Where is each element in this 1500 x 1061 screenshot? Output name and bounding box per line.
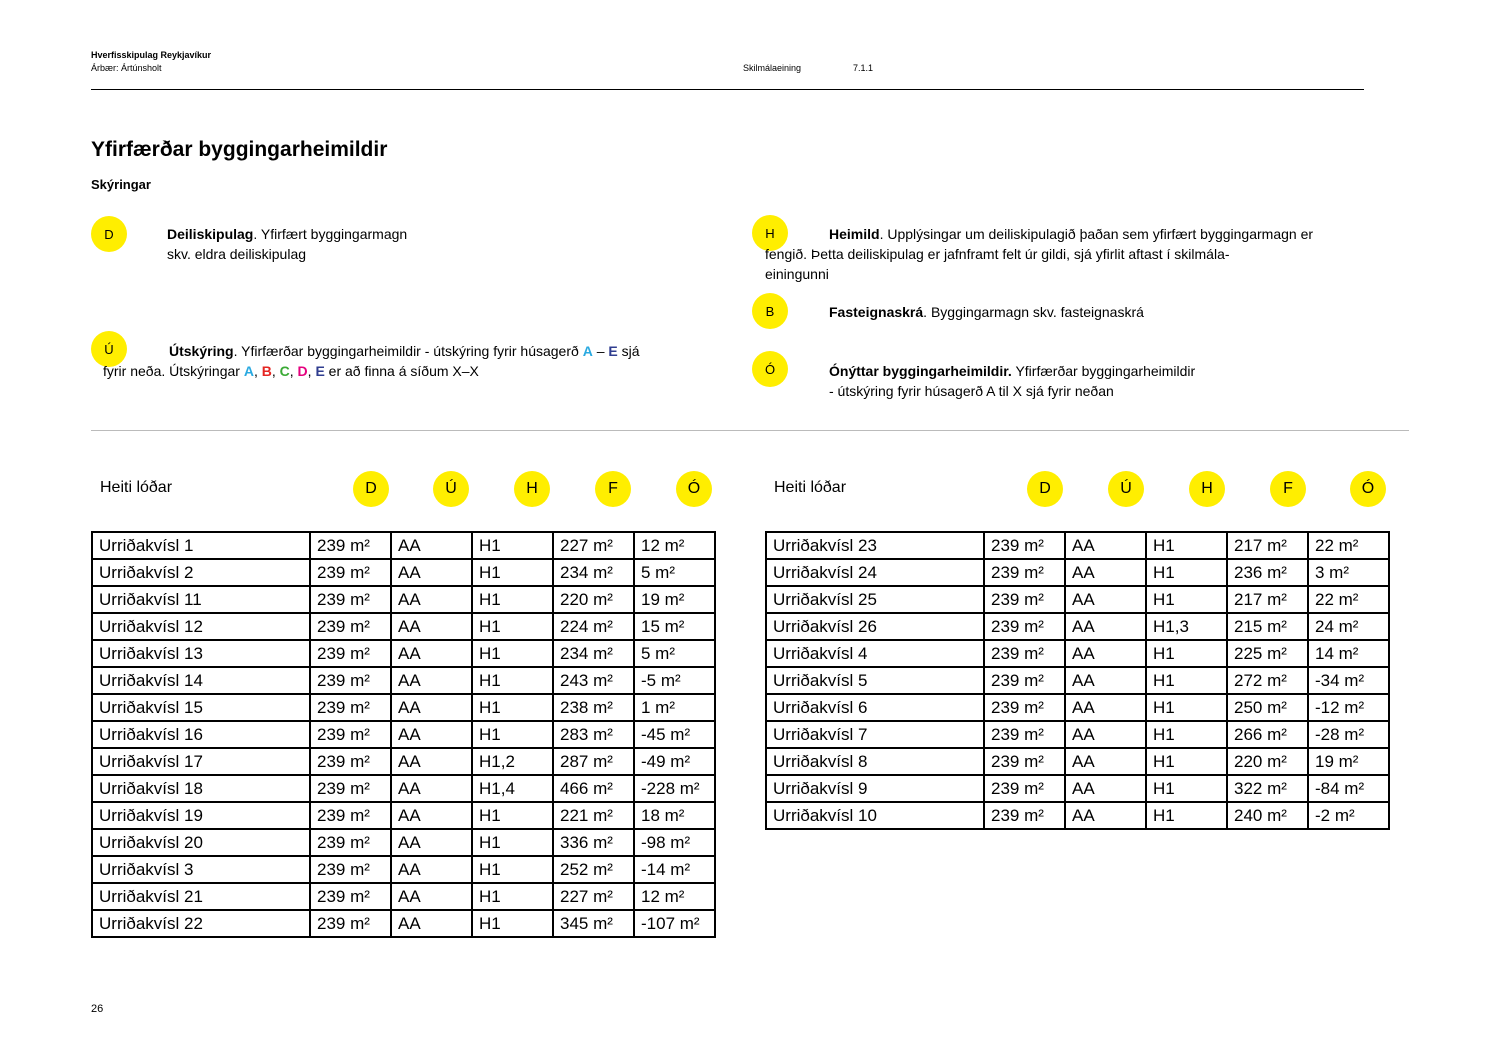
o-cell: 19 m² (634, 586, 715, 613)
legend-badge-u: Ú (91, 331, 127, 367)
header-divider (91, 89, 1364, 90)
table-row (92, 775, 715, 802)
u-cell: AA (391, 775, 472, 802)
legend-b-text (829, 302, 1144, 322)
d-cell: 239 m² (984, 586, 1065, 613)
o-cell: -228 m² (634, 775, 715, 802)
h-cell: H1,2 (472, 748, 553, 775)
f-cell: 250 m² (1227, 694, 1308, 721)
h-cell: H1 (1146, 775, 1227, 802)
u-cell: AA (1065, 640, 1146, 667)
plot-name-cell: Urriðakvísl 25 (766, 586, 984, 613)
u-cell: AA (391, 910, 472, 937)
f-cell: 221 m² (553, 802, 634, 829)
u-cell: AA (1065, 802, 1146, 829)
table-row (766, 775, 1389, 802)
d-cell: 239 m² (984, 748, 1065, 775)
o-cell: 12 m² (634, 532, 715, 559)
legend-u-line1-end: sjá (617, 343, 640, 359)
f-cell: 238 m² (553, 694, 634, 721)
d-cell: 239 m² (984, 802, 1065, 829)
table-row (766, 721, 1389, 748)
right-col-header-h: H (1189, 471, 1225, 507)
d-cell: 239 m² (310, 883, 391, 910)
u-cell: AA (391, 748, 472, 775)
table-row (766, 748, 1389, 775)
left-col-header-f: F (595, 471, 631, 507)
o-cell: 5 m² (634, 640, 715, 667)
f-cell: 227 m² (553, 883, 634, 910)
f-cell: 466 m² (553, 775, 634, 802)
h-cell: H1 (472, 694, 553, 721)
plot-name-cell: Urriðakvísl 17 (92, 748, 310, 775)
u-cell: AA (391, 667, 472, 694)
h-cell: H1 (1146, 559, 1227, 586)
d-cell: 239 m² (310, 856, 391, 883)
table-row (766, 586, 1389, 613)
o-cell: 12 m² (634, 883, 715, 910)
d-cell: 239 m² (310, 748, 391, 775)
legend-b-title: Fasteignaskrá (829, 304, 924, 320)
plot-name-cell: Urriðakvísl 7 (766, 721, 984, 748)
o-cell: 1 m² (634, 694, 715, 721)
u-cell: AA (1065, 667, 1146, 694)
d-cell: 239 m² (984, 694, 1065, 721)
o-cell: -14 m² (634, 856, 715, 883)
d-cell: 239 m² (984, 721, 1065, 748)
plot-name-cell: Urriðakvísl 1 (92, 532, 310, 559)
plot-name-cell: Urriðakvísl 26 (766, 613, 984, 640)
u-cell: AA (391, 829, 472, 856)
right-col-header-d: D (1027, 471, 1063, 507)
left-col-header-h: H (514, 471, 550, 507)
o-cell: -107 m² (634, 910, 715, 937)
f-cell: 227 m² (553, 532, 634, 559)
plot-name-cell: Urriðakvísl 4 (766, 640, 984, 667)
h-cell: H1 (472, 802, 553, 829)
table-row (92, 856, 715, 883)
table-row (766, 694, 1389, 721)
left-col-header-o: Ó (676, 471, 712, 507)
d-cell: 239 m² (310, 532, 391, 559)
legend-u-letter-e: E (315, 363, 325, 379)
table-row (92, 640, 715, 667)
f-cell: 220 m² (553, 586, 634, 613)
legend-u-title: Útskýring (169, 343, 234, 359)
plot-name-cell: Urriðakvísl 18 (92, 775, 310, 802)
right-col-header-o: Ó (1350, 471, 1386, 507)
u-cell: AA (391, 532, 472, 559)
plot-table-left (91, 531, 716, 938)
legend-d-title: Deiliskipulag (167, 226, 254, 242)
o-cell: -2 m² (1308, 802, 1389, 829)
u-cell: AA (1065, 559, 1146, 586)
o-cell: 22 m² (1308, 532, 1389, 559)
u-cell: AA (391, 883, 472, 910)
table-row (92, 694, 715, 721)
plot-name-cell: Urriðakvísl 8 (766, 748, 984, 775)
o-cell: -45 m² (634, 721, 715, 748)
plot-name-cell: Urriðakvísl 24 (766, 559, 984, 586)
table-row (766, 613, 1389, 640)
u-cell: AA (391, 613, 472, 640)
legend-b-line1: . Byggingarmagn skv. fasteignaskrá (923, 304, 1144, 320)
u-cell: AA (1065, 532, 1146, 559)
plot-name-cell: Urriðakvísl 15 (92, 694, 310, 721)
table-row (92, 532, 715, 559)
table-row (92, 613, 715, 640)
legend-o-text (829, 361, 1195, 401)
table-row (766, 667, 1389, 694)
legend-d-line2: skv. eldra deiliskipulag (167, 246, 307, 262)
legend-badge-b: B (752, 293, 788, 329)
legend-u-range-e: E (608, 343, 618, 359)
f-cell: 236 m² (1227, 559, 1308, 586)
table-row (766, 532, 1389, 559)
plot-name-cell: Urriðakvísl 9 (766, 775, 984, 802)
plot-name-cell: Urriðakvísl 2 (92, 559, 310, 586)
table-row (92, 829, 715, 856)
u-cell: AA (1065, 613, 1146, 640)
d-cell: 239 m² (310, 667, 391, 694)
legend-u-letter-c: C (279, 363, 290, 379)
o-cell: 19 m² (1308, 748, 1389, 775)
table-row (92, 910, 715, 937)
plot-name-cell: Urriðakvísl 16 (92, 721, 310, 748)
plot-name-cell: Urriðakvísl 22 (92, 910, 310, 937)
legend-h-line2: fengið. Þetta deiliskipulag er jafnframt felt úr gildi, sjá yfirlit aftast í skilmála- (765, 246, 1230, 262)
o-cell: -28 m² (1308, 721, 1389, 748)
legend-u-letter-a: A (243, 363, 254, 379)
legend-u-line1-wrap (169, 341, 640, 361)
table-row (766, 559, 1389, 586)
h-cell: H1 (472, 721, 553, 748)
d-cell: 239 m² (984, 559, 1065, 586)
header-area: Árbær: Ártúnsholt (91, 63, 162, 73)
legend-h-title: Heimild (829, 226, 880, 242)
right-col-header-u: Ú (1108, 471, 1144, 507)
table-row (92, 883, 715, 910)
h-cell: H1 (472, 856, 553, 883)
d-cell: 239 m² (984, 640, 1065, 667)
legend-h-line3: einingunni (765, 266, 829, 282)
o-cell: -49 m² (634, 748, 715, 775)
h-cell: H1 (472, 532, 553, 559)
legend-h-line1: . Upplýsingar um deiliskipulagið þaðan sem yfirfært byggingarmagn er (879, 226, 1314, 242)
h-cell: H1 (1146, 748, 1227, 775)
plot-name-cell: Urriðakvísl 6 (766, 694, 984, 721)
f-cell: 234 m² (553, 640, 634, 667)
right-col-header-f: F (1270, 471, 1306, 507)
legend-d-text (167, 224, 407, 264)
o-cell: 18 m² (634, 802, 715, 829)
plot-name-cell: Urriðakvísl 10 (766, 802, 984, 829)
f-cell: 322 m² (1227, 775, 1308, 802)
header-section: Skilmálaeining (743, 63, 802, 73)
legend-d-line1: . Yfirfært byggingarmagn (253, 226, 408, 242)
u-cell: AA (391, 721, 472, 748)
d-cell: 239 m² (310, 694, 391, 721)
d-cell: 239 m² (310, 829, 391, 856)
h-cell: H1 (472, 883, 553, 910)
u-cell: AA (1065, 721, 1146, 748)
u-cell: AA (1065, 775, 1146, 802)
left-col-header-u: Ú (433, 471, 469, 507)
h-cell: H1 (472, 829, 553, 856)
d-cell: 239 m² (984, 613, 1065, 640)
page-subtitle: Skýringar (91, 177, 151, 192)
f-cell: 220 m² (1227, 748, 1308, 775)
d-cell: 239 m² (984, 532, 1065, 559)
legend-badge-o: Ó (752, 351, 788, 387)
f-cell: 217 m² (1227, 532, 1308, 559)
left-col-name-header: Heiti lóðar (100, 479, 173, 496)
o-cell: 5 m² (634, 559, 715, 586)
page-title: Yfirfærðar byggingarheimildir (91, 138, 388, 161)
d-cell: 239 m² (310, 721, 391, 748)
header-org: Hverfisskipulag Reykjavíkur (91, 50, 212, 60)
h-cell: H1 (472, 613, 553, 640)
d-cell: 239 m² (310, 613, 391, 640)
plot-name-cell: Urriðakvísl 13 (92, 640, 310, 667)
table-row (92, 559, 715, 586)
u-cell: AA (391, 694, 472, 721)
left-col-header-d: D (353, 471, 389, 507)
h-cell: H1 (1146, 694, 1227, 721)
legend-u-letter-d: D (297, 363, 308, 379)
plot-name-cell: Urriðakvísl 5 (766, 667, 984, 694)
plot-name-cell: Urriðakvísl 11 (92, 586, 310, 613)
o-cell: -34 m² (1308, 667, 1389, 694)
legend-u-letter-b: B (261, 363, 272, 379)
plot-name-cell: Urriðakvísl 23 (766, 532, 984, 559)
section-divider (91, 430, 1409, 431)
d-cell: 239 m² (984, 667, 1065, 694)
page-number: 26 (91, 1003, 104, 1015)
f-cell: 225 m² (1227, 640, 1308, 667)
h-cell: H1 (472, 586, 553, 613)
right-col-name-header: Heiti lóðar (774, 479, 847, 496)
f-cell: 283 m² (553, 721, 634, 748)
table-row (92, 667, 715, 694)
o-cell: -12 m² (1308, 694, 1389, 721)
h-cell: H1,3 (1146, 613, 1227, 640)
h-cell: H1 (472, 910, 553, 937)
table-row (766, 802, 1389, 829)
h-cell: H1 (472, 667, 553, 694)
h-cell: H1 (1146, 640, 1227, 667)
o-cell: -98 m² (634, 829, 715, 856)
d-cell: 239 m² (310, 586, 391, 613)
f-cell: 266 m² (1227, 721, 1308, 748)
f-cell: 287 m² (553, 748, 634, 775)
f-cell: 215 m² (1227, 613, 1308, 640)
legend-u-line2-end: er að finna á síðum X–X (324, 363, 479, 379)
f-cell: 224 m² (553, 613, 634, 640)
d-cell: 239 m² (310, 802, 391, 829)
legend-u-line1: . Yfirfærðar byggingarheimildir - útskýring fyrir húsagerð (233, 343, 583, 359)
legend-u-line2-start: fyrir neða. Útskýringar (103, 363, 244, 379)
u-cell: AA (1065, 586, 1146, 613)
u-cell: AA (391, 586, 472, 613)
u-cell: AA (1065, 748, 1146, 775)
legend-u-line2-wrap: fyrir neða. Útskýringar A, B, C, D, E er að finna á síðum X–X (103, 363, 479, 379)
u-cell: AA (391, 856, 472, 883)
table-row (92, 748, 715, 775)
f-cell: 345 m² (553, 910, 634, 937)
o-cell: 24 m² (1308, 613, 1389, 640)
d-cell: 239 m² (310, 640, 391, 667)
legend-h-rest (765, 244, 1230, 284)
table-row (92, 721, 715, 748)
h-cell: H1 (1146, 586, 1227, 613)
plot-name-cell: Urriðakvísl 14 (92, 667, 310, 694)
table-row (92, 802, 715, 829)
o-cell: -84 m² (1308, 775, 1389, 802)
h-cell: H1 (1146, 532, 1227, 559)
legend-o-line1: Yfirfærðar byggingarheimildir (1011, 363, 1196, 379)
table-row (766, 640, 1389, 667)
plot-name-cell: Urriðakvísl 20 (92, 829, 310, 856)
u-cell: AA (1065, 694, 1146, 721)
f-cell: 217 m² (1227, 586, 1308, 613)
f-cell: 240 m² (1227, 802, 1308, 829)
o-cell: 14 m² (1308, 640, 1389, 667)
legend-o-title: Ónýttar byggingarheimildir. (829, 363, 1012, 379)
plot-table-right (765, 531, 1390, 830)
o-cell: 22 m² (1308, 586, 1389, 613)
o-cell: 15 m² (634, 613, 715, 640)
f-cell: 252 m² (553, 856, 634, 883)
legend-h-line1-wrap (829, 224, 1313, 244)
legend-badge-d: D (91, 216, 127, 252)
o-cell: -5 m² (634, 667, 715, 694)
f-cell: 272 m² (1227, 667, 1308, 694)
legend-badge-h: H (752, 215, 788, 251)
h-cell: H1,4 (472, 775, 553, 802)
f-cell: 243 m² (553, 667, 634, 694)
o-cell: 3 m² (1308, 559, 1389, 586)
u-cell: AA (391, 802, 472, 829)
plot-name-cell: Urriðakvísl 12 (92, 613, 310, 640)
d-cell: 239 m² (984, 775, 1065, 802)
table-row (92, 586, 715, 613)
h-cell: H1 (1146, 721, 1227, 748)
h-cell: H1 (1146, 667, 1227, 694)
f-cell: 234 m² (553, 559, 634, 586)
header-number: 7.1.1 (853, 63, 874, 73)
legend-u-dash: – (592, 343, 609, 359)
legend-u-range-a: A (582, 343, 593, 359)
f-cell: 336 m² (553, 829, 634, 856)
d-cell: 239 m² (310, 775, 391, 802)
d-cell: 239 m² (310, 559, 391, 586)
plot-name-cell: Urriðakvísl 21 (92, 883, 310, 910)
plot-name-cell: Urriðakvísl 19 (92, 802, 310, 829)
h-cell: H1 (472, 559, 553, 586)
u-cell: AA (391, 640, 472, 667)
d-cell: 239 m² (310, 910, 391, 937)
h-cell: H1 (1146, 802, 1227, 829)
legend-o-line2: - útskýring fyrir húsagerð A til X sjá fyrir neðan (829, 383, 1114, 399)
h-cell: H1 (472, 640, 553, 667)
plot-name-cell: Urriðakvísl 3 (92, 856, 310, 883)
u-cell: AA (391, 559, 472, 586)
